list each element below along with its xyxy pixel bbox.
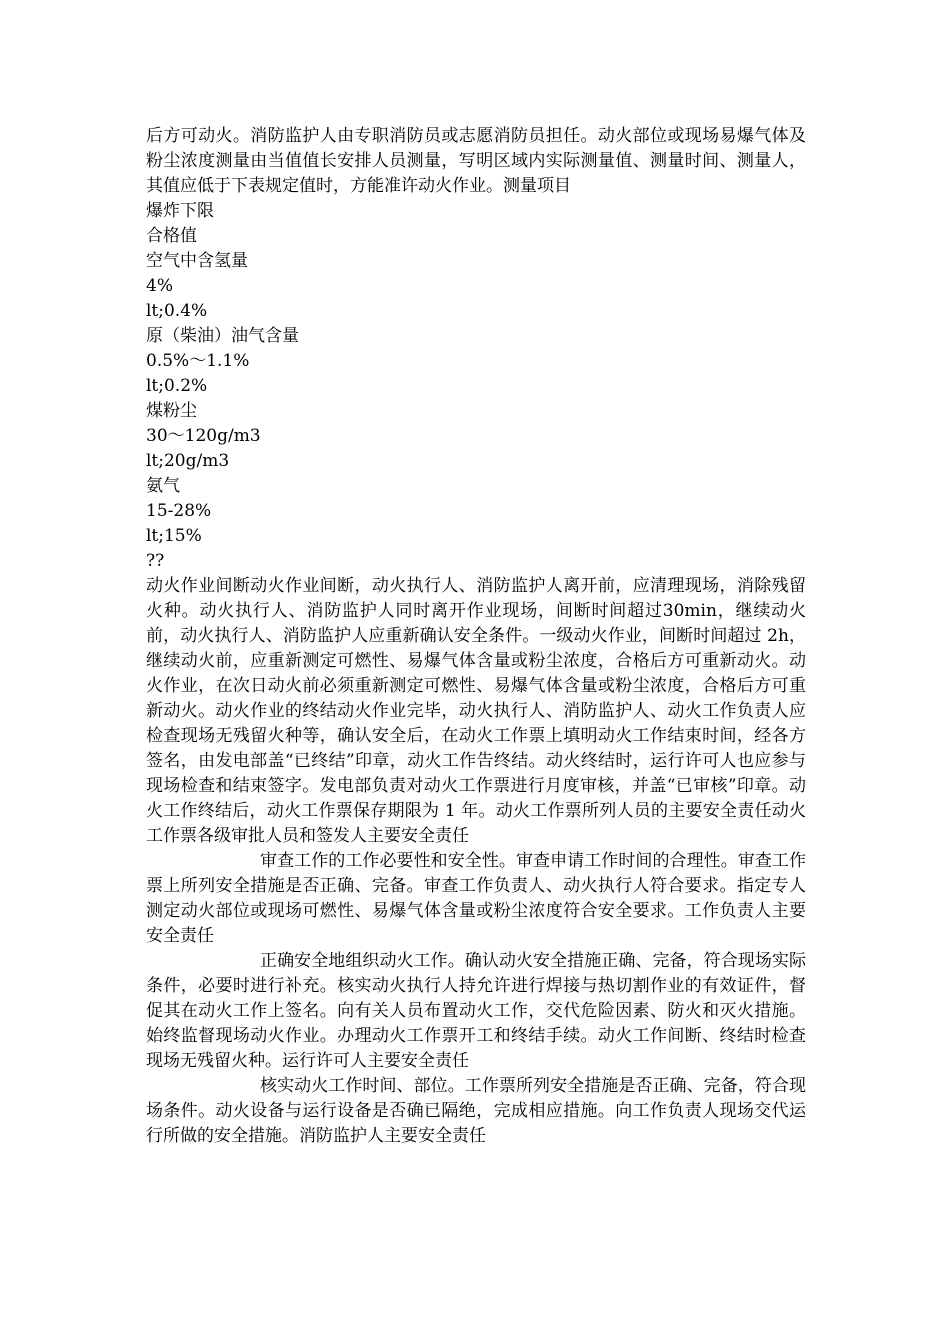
- table-line: 15-28%: [146, 501, 212, 521]
- table-line: 氨气: [146, 476, 180, 496]
- table-line: ??: [146, 551, 165, 571]
- table-line: lt;0.4%: [146, 301, 208, 321]
- measurement-table-lines: [146, 199, 806, 574]
- table-line: lt;20g/m3: [146, 451, 230, 471]
- table-line: lt;0.2%: [146, 376, 208, 396]
- hot-work-interruption-paragraph: 动火作业间断动火作业间断，动火执行人、消防监护人离开前，应清理现场，消除残留火种。动火执行人、消防监护人同时离开作业现场，间断时间超过30min，继续动火前，动火执行人、消防监护人应重新确认安全条件。一级动火作业，间断时间超过 2h，继续动火前，应重新测定可燃性、易爆气体含量或粉尘浓度，合格后方可重新动火。动火作业，在次日动火前必须重新测定可燃性、易爆气体含量或粉尘浓度，合格后方可重新动火。动火作业的终结动火作业完毕，动火执行人、消防监护人、动火工作负责人应检查现场无残留火种等，确认安全后，在动火工作票上填明动火工作结束时间，经各方签名，由发电部盖“已终结”印章，动火工作告终结。动火终结时，运行许可人也应参与现场检查和结束签字。发电部负责对动火工作票进行月度审核，并盖“已审核”印章。动火工作终结后，动火工作票保存期限为 1 年。动火工作票所列人员的主要安全责任动火工作票各级审批人员和签发人主要安全责任: [146, 576, 806, 846]
- table-line: 爆炸下限: [146, 201, 214, 221]
- work-leader-responsibility-paragraph: 正确安全地组织动火工作。确认动火安全措施正确、完备，符合现场实际条件，必要时进行补充。核实动火执行人持允许进行焊接与热切割作业的有效证件，督促其在动火工作上签名。向有关人员布置动火工作，交代危险因素、防火和灭火措施。始终监督现场动火作业。办理动火工作票开工和终结手续。动火工作间断、终结时检查现场无残留火种。运行许可人主要安全责任: [146, 951, 806, 1071]
- document-page: [146, 124, 806, 1149]
- table-line: 0.5%～1.1%: [146, 351, 250, 371]
- table-line: 原（柴油）油气含量: [146, 326, 299, 346]
- intro-paragraph: 后方可动火。消防监护人由专职消防员或志愿消防员担任。动火部位或现场易爆气体及粉尘浓度测量由当值值长安排人员测量，写明区域内实际测量值、测量时间、测量人，其值应低于下表规定值时，方能准许动火作业。测量项目: [146, 126, 806, 196]
- table-line: 合格值: [146, 226, 197, 246]
- table-line: 煤粉尘: [146, 401, 197, 421]
- table-line: lt;15%: [146, 526, 202, 546]
- table-line: 30～120g/m3: [146, 426, 261, 446]
- operation-permit-responsibility-paragraph: 核实动火工作时间、部位。工作票所列安全措施是否正确、完备，符合现场条件。动火设备与运行设备是否确已隔绝，完成相应措施。向工作负责人现场交代运行所做的安全措施。消防监护人主要安全责任: [146, 1076, 806, 1146]
- table-line: 4%: [146, 276, 173, 296]
- approver-responsibility-paragraph: 审查工作的工作必要性和安全性。审查申请工作时间的合理性。审查工作票上所列安全措施是否正确、完备。审查工作负责人、动火执行人符合要求。指定专人测定动火部位或现场可燃性、易爆气体含量或粉尘浓度符合安全要求。工作负责人主要安全责任: [146, 851, 806, 946]
- table-line: 空气中含氢量: [146, 251, 248, 271]
